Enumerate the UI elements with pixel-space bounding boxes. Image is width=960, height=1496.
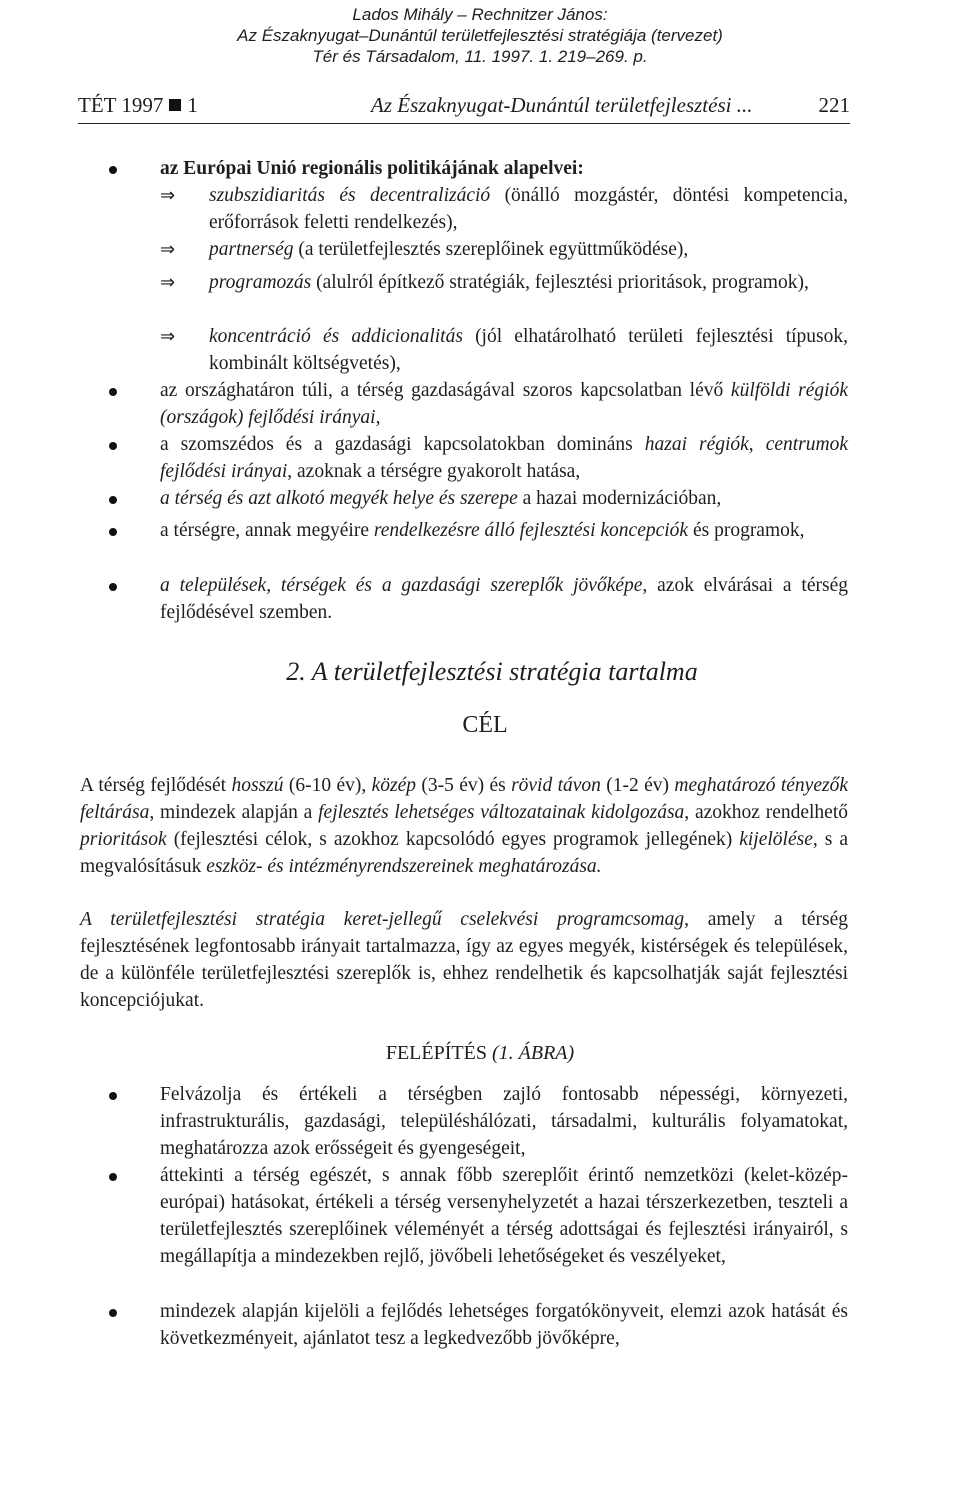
section-heading: 2. A területfejlesztési stratégia tartalma	[286, 657, 698, 686]
bullet-icon	[109, 583, 117, 591]
bullet-icon	[109, 442, 117, 450]
bullet-icon	[109, 388, 117, 396]
citation-title: Az Északnyugat–Dunántúl területfejlesztési stratégiája (tervezet)	[237, 26, 723, 45]
sub-item-programming: programozás (alulról építkező stratégiák, fejlesztési prioritások, programok),	[209, 272, 809, 293]
citation-source: Tér és Társadalom, 11. 1997. 1. 219–269. p.	[312, 47, 648, 66]
list-item-structure-2: áttekinti a térség egészét, s annak főbb szereplőit érintő nemzetközi (kelet-közép-európai) hatásokat, értékeli a térség versenyhelyzetét a hazai térszerkezetben, teszteli a területfejlesztés szereplőinek véleményét a térség adottságai és fejlesztési irányairól, s megállapítja a mindezekben rejlő, jövőbeli lehetőségeket és veszélyeket,	[160, 1165, 848, 1267]
double-arrow-icon: ⇒	[160, 326, 176, 347]
header-journal: TÉT 1997 1	[78, 93, 198, 117]
list-item-structure-1: Felvázolja és értékeli a térségben zajló fontosabb népességi, környezeti, infrastrukturális, gazdasági, településhálózati, társadalmi, kulturális folyamatokat, meghatározza azok erősségeit és gyengeségeit,	[160, 1084, 848, 1159]
bullet-icon	[109, 1173, 117, 1181]
header-title: Az Északnyugat-Dunántúl területfejlesztési ...	[371, 93, 753, 117]
running-header	[78, 93, 850, 124]
list-item-structure-3: mindezek alapján kijelöli a fejlődés lehetséges forgatókönyveit, elemzi azok hatását és következményeit, ajánlatot tesz a legkedvezőbb jövőképre,	[160, 1301, 848, 1349]
bullet-icon	[109, 528, 117, 536]
list-item-domestic-regions: a szomszédos és a gazdasági kapcsolatokban domináns hazai régiók, centrumok fejlődési irányai, azoknak a térségre gyakorolt hatása,	[160, 434, 848, 482]
citation-block	[0, 4, 960, 67]
sub-item-concentration: koncentráció és addicionalitás (jól elhatárolható területi fejlesztési típusok, kombinált költségvetés),	[209, 326, 848, 374]
square-icon	[169, 99, 181, 111]
subheading-cel: CÉL	[462, 712, 508, 738]
sub-item-subsidiarity: szubszidiaritás és decentralizáció (önálló mozgástér, döntési kompetencia, erőforrások feletti rendelkezés),	[209, 185, 848, 233]
list-item-region-role: a térség és azt alkotó megyék helye és szerepe a hazai modernizációban,	[160, 488, 722, 509]
paragraph-goal: A térség fejlődését hosszú (6-10 év), közép (3-5 év) és rövid távon (1-2 év) meghatározó tényezők feltárása, mindezek alapján a fejlesztés lehetséges változatainak kidolgozása, azokhoz rendelhető prioritások (fejlesztési célok, s azokhoz kapcsolódó egyes programok jellegének) kijelölése, s a megvalósításuk eszköz- és intézményrendszereinek meghatározása.	[80, 775, 848, 877]
list-item-visions: a települések, térségek és a gazdasági szereplők jövőképe, azok elvárásai a térség fejlődésével szemben.	[160, 575, 848, 623]
bullet-icon	[109, 496, 117, 504]
double-arrow-icon: ⇒	[160, 239, 176, 260]
bullet-icon	[109, 1092, 117, 1100]
paragraph-framework: A területfejlesztési stratégia keret-jellegű cselekvési programcsomag, amely a térség fejlesztésének legfontosabb irányait tartalmazza, így az egyes megyék, kistérségek és települések, de a különféle területfejlesztési szereplők is, ehhez rendelhetik és kapcsolhatják saját fejlesztési koncepciójukat.	[80, 909, 848, 1011]
list-item-foreign-regions: az országhatáron túli, a térség gazdaságával szoros kapcsolatban lévő külföldi régiók (országok) fejlődési irányai,	[160, 380, 848, 428]
double-arrow-icon: ⇒	[160, 272, 176, 293]
double-arrow-icon: ⇒	[160, 185, 176, 206]
list-item-eu-principles: az Európai Unió regionális politikájának alapelvei:	[160, 158, 584, 179]
list-item-concepts: a térségre, annak megyéire rendelkezésre álló fejlesztési koncepciók és programok,	[160, 520, 805, 541]
citation-authors: Lados Mihály – Rechnitzer János:	[352, 5, 608, 24]
bullet-icon	[109, 166, 117, 174]
sub-item-partnership: partnerség (a területfejlesztés szereplőinek együttműködése),	[209, 239, 689, 260]
page-number: 221	[818, 93, 850, 117]
bullet-icon	[109, 1309, 117, 1317]
subheading-felepites: FELÉPÍTÉS (1. ÁBRA)	[385, 1042, 575, 1064]
